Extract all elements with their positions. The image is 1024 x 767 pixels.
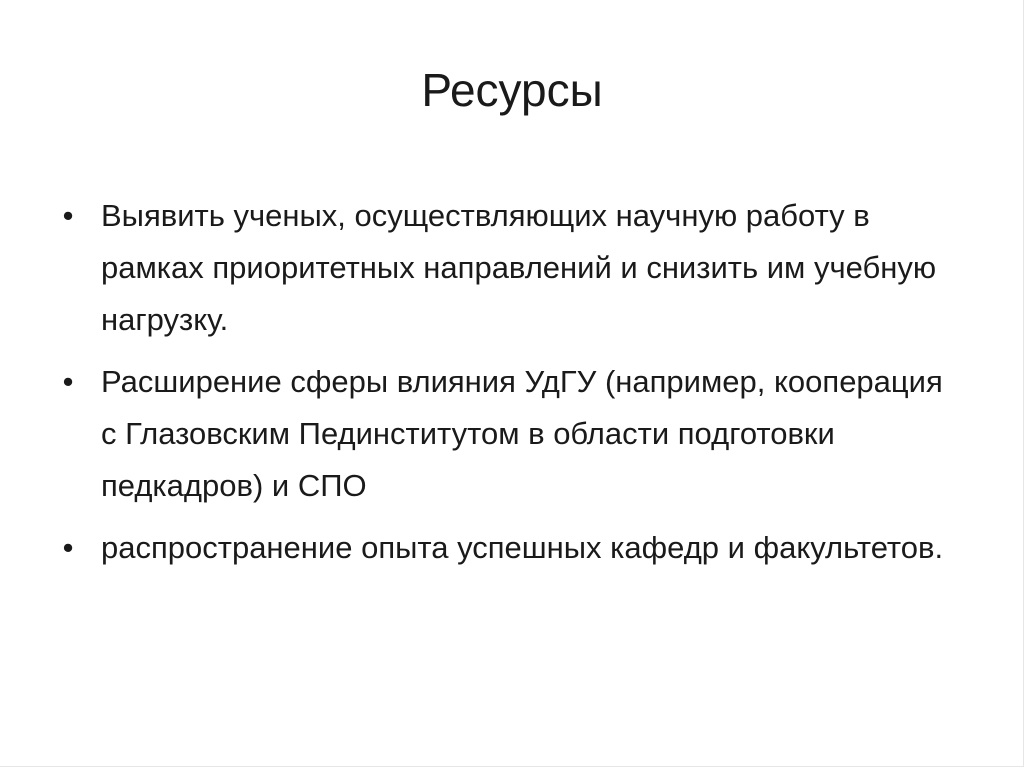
bullet-icon: •: [62, 364, 74, 399]
slide-title: Ресурсы: [421, 64, 603, 116]
bullet-icon: •: [62, 198, 74, 233]
bullet-item: [58, 356, 958, 512]
bullet-item: [58, 522, 958, 574]
bullet-icon: •: [62, 530, 74, 565]
bullet-list: [58, 190, 958, 584]
bullet-item: [58, 190, 958, 346]
bullet-text: распространение опыта успешных кафедр и факультетов.: [101, 530, 944, 565]
bullet-text: Расширение сферы влияния УдГУ (например, кооперация с Глазовским Пединститутом в области подготовки педкадров) и СПО: [101, 364, 943, 503]
bullet-text: Выявить ученых, осуществляющих научную работу в рамках приоритетных направлений и снизить им учебную нагрузку.: [101, 198, 937, 337]
